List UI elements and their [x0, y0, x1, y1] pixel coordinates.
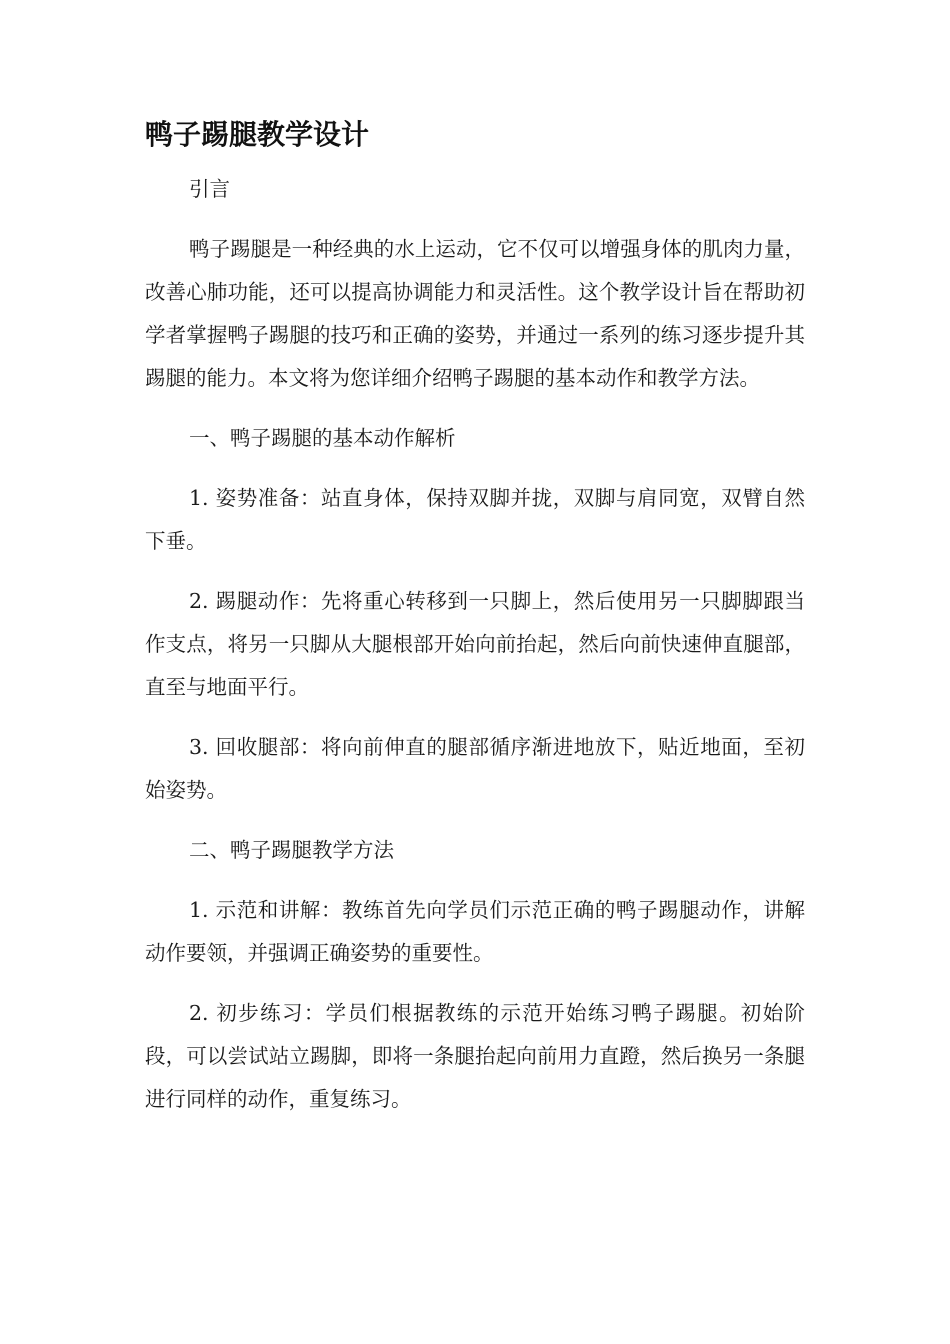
list-item-initial-practice: 2. 初步练习：学员们根据教练的示范开始练习鸭子踢腿。初始阶段，可以尝试站立踢脚，即将一条腿抬起向前用力直蹬，然后换另一条腿进行同样的动作，重复练习。	[145, 1001, 805, 1111]
list-item-kick: 2. 踢腿动作：先将重心转移到一只脚上，然后使用另一只脚脚跟当作支点，将另一只脚从大腿根部开始向前抬起，然后向前快速伸直腿部，直至与地面平行。	[145, 589, 805, 699]
paragraph-intro: 鸭子踢腿是一种经典的水上运动，它不仅可以增强身体的肌肉力量，改善心肺功能，还可以提高协调能力和灵活性。这个教学设计旨在帮助初学者掌握鸭子踢腿的技巧和正确的姿势，并通过一系列的练习逐步提升其踢腿的能力。本文将为您详细介绍鸭子踢腿的基本动作和教学方法。	[145, 237, 805, 390]
document-title: 鸭子踢腿教学设计	[145, 118, 370, 151]
list-item-retract: 3. 回收腿部：将向前伸直的腿部循序渐进地放下，贴近地面，至初始姿势。	[145, 735, 805, 802]
list-item-demonstration: 1. 示范和讲解：教练首先向学员们示范正确的鸭子踢腿动作，讲解动作要领，并强调正确姿势的重要性。	[145, 898, 805, 965]
section-heading-teaching-methods: 二、鸭子踢腿教学方法	[189, 838, 394, 862]
section-heading-intro: 引言	[189, 177, 230, 201]
document-body	[145, 168, 805, 1138]
section-heading-basic-moves: 一、鸭子踢腿的基本动作解析	[189, 426, 456, 450]
list-item-posture: 1. 姿势准备：站直身体，保持双脚并拢，双脚与肩同宽，双臂自然下垂。	[145, 486, 805, 553]
